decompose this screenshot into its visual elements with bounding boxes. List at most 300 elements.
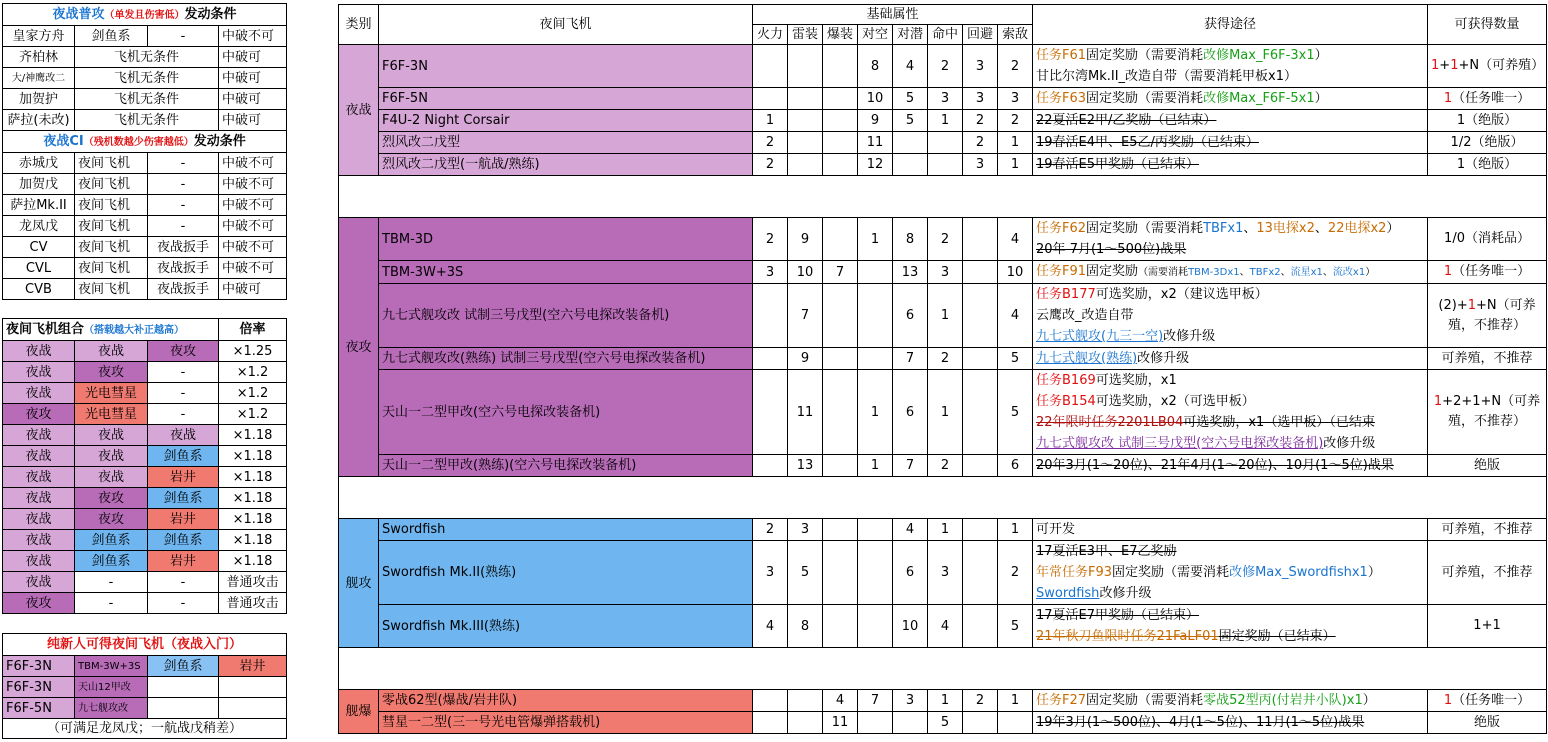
- stat-value: 2: [998, 45, 1033, 88]
- combo-cell: 夜战: [3, 509, 75, 530]
- combo-cell: 剑鱼系: [148, 488, 219, 509]
- source-cell: [1033, 541, 1428, 605]
- stat-value: [823, 110, 858, 132]
- stat-value: [858, 261, 893, 284]
- stat-value: [823, 455, 858, 477]
- quantity-cell: 绝版: [1428, 455, 1547, 477]
- stat-value: 3: [753, 541, 788, 605]
- stat-value: 8: [858, 45, 893, 88]
- stat-value: [753, 690, 788, 712]
- combo-cell: -: [75, 572, 148, 593]
- stat-value: 2: [753, 218, 788, 261]
- combo-multiplier: ×1.2: [219, 362, 287, 383]
- stat-value: [823, 348, 858, 370]
- stat-value: [753, 455, 788, 477]
- stat-value: 4: [753, 605, 788, 648]
- group-spacer: [339, 477, 1547, 519]
- combo-cell: -: [148, 593, 219, 614]
- group-spacer: [339, 648, 1547, 690]
- aircraft-name: F6F-5N: [379, 88, 753, 110]
- combo-row: [3, 509, 287, 530]
- aircraft-name: F6F-3N: [379, 45, 753, 88]
- source-cell: [1033, 261, 1428, 284]
- ci-row: 加贺戊 夜间飞机 - 中破不可: [3, 174, 287, 195]
- combo-cell: 剑鱼系: [75, 530, 148, 551]
- stat-value: 9: [788, 348, 823, 370]
- night-attack-title: 夜战普攻（单发且伤害低）发动条件: [3, 4, 287, 26]
- source-cell: [1033, 110, 1428, 132]
- stat-value: [823, 88, 858, 110]
- stat-value: [823, 45, 858, 88]
- multiplier-header: 倍率: [219, 319, 287, 341]
- aircraft-name: Swordfish: [379, 519, 753, 541]
- combo-cell: 夜战: [3, 362, 75, 383]
- source-cell: [1033, 370, 1428, 455]
- source-header: 获得途径: [1033, 5, 1428, 45]
- combo-cell: 夜战: [3, 551, 75, 572]
- combo-cell: 夜战: [3, 425, 75, 446]
- stat-value: [823, 370, 858, 455]
- stat-value: [858, 605, 893, 648]
- quantity-cell: 1/2（绝版）: [1428, 132, 1547, 154]
- aircraft-name: 天山一二型甲改(熟练)(空六号电探改装备机): [379, 455, 753, 477]
- stat-value: 6: [893, 284, 928, 348]
- stat-value: 1: [998, 690, 1033, 712]
- stat-value: 2: [753, 519, 788, 541]
- aircraft-row: [339, 218, 1547, 261]
- combo-row: [3, 467, 287, 488]
- stat-value: [963, 541, 998, 605]
- quantity-cell: (2)+1+N（可养殖，不推荐）: [1428, 284, 1547, 348]
- combo-cell: 夜攻: [148, 341, 219, 362]
- aircraft-row: [339, 712, 1547, 734]
- stat-value: 2: [928, 45, 963, 88]
- source-line: 九七式舰攻(熟练)改修升级: [1036, 351, 1190, 366]
- stat-value: 11: [788, 370, 823, 455]
- stat-header: 索敌: [998, 25, 1033, 45]
- combo-cell: 夜战: [75, 467, 148, 488]
- aircraft-row: [339, 348, 1547, 370]
- aircraft-row: [339, 541, 1547, 605]
- combo-row: [3, 530, 287, 551]
- stat-value: [823, 284, 858, 348]
- aircraft-name: 九七式舰攻改 试制三号戊型(空六号电探改装备机): [379, 284, 753, 348]
- stat-value: [788, 110, 823, 132]
- aircraft-row: [339, 519, 1547, 541]
- aircraft-name: Swordfish Mk.II(熟练): [379, 541, 753, 605]
- stat-value: 2: [753, 132, 788, 154]
- stat-value: 1: [998, 132, 1033, 154]
- source-line: 19春活E4甲、E5乙/丙奖励（已结束）: [1036, 135, 1259, 150]
- stat-value: 5: [928, 712, 963, 734]
- stat-value: 1: [858, 455, 893, 477]
- newbie-row: F6F-3N TBM-3W+3S 剑鱼系 岩井: [3, 656, 287, 677]
- source-line: 任务F62固定奖励（需要消耗TBFx1、13电探x2、22电探x2）: [1036, 221, 1400, 236]
- stat-value: 11: [858, 132, 893, 154]
- stat-value: [788, 132, 823, 154]
- quantity-cell: 1（任务唯一）: [1428, 690, 1547, 712]
- category-cell: 夜攻: [339, 218, 379, 477]
- combo-row: [3, 341, 287, 362]
- source-cell: [1033, 218, 1428, 261]
- stat-value: 13: [788, 455, 823, 477]
- stat-value: 5: [998, 605, 1033, 648]
- combo-multiplier: ×1.18: [219, 467, 287, 488]
- combo-multiplier: 普通攻击: [219, 572, 287, 593]
- category-cell: 夜战: [339, 45, 379, 176]
- stats-header: 基础属性: [753, 5, 1033, 25]
- stat-value: [858, 519, 893, 541]
- source-cell: [1033, 519, 1428, 541]
- combo-cell: 岩井: [148, 551, 219, 572]
- spacer-cell: [339, 477, 1547, 519]
- source-cell: [1033, 690, 1428, 712]
- stat-value: 2: [963, 132, 998, 154]
- source-line: 甘比尔湾Mk.II_改造自带（需要消耗甲板x1）: [1036, 69, 1298, 84]
- aircraft-row: [339, 45, 1547, 88]
- stat-value: [753, 284, 788, 348]
- stat-header: 雷装: [788, 25, 823, 45]
- combo-row: [3, 383, 287, 404]
- attack-row: 齐柏林 飞机无条件 中破可: [3, 47, 287, 68]
- combo-cell: -: [75, 593, 148, 614]
- stat-value: [823, 605, 858, 648]
- quantity-cell: 1/0（消耗品）: [1428, 218, 1547, 261]
- stat-value: [963, 218, 998, 261]
- stat-value: [963, 605, 998, 648]
- spacer-cell: [339, 648, 1547, 690]
- combo-multiplier: ×1.18: [219, 509, 287, 530]
- stat-value: [788, 154, 823, 176]
- stat-value: [963, 519, 998, 541]
- aircraft-row: [339, 132, 1547, 154]
- stat-value: [753, 348, 788, 370]
- stat-value: 4: [998, 284, 1033, 348]
- activation-table: [2, 3, 287, 300]
- stat-value: [823, 519, 858, 541]
- stat-value: [893, 154, 928, 176]
- quantity-cell: 1（绝版）: [1428, 154, 1547, 176]
- combo-row: [3, 593, 287, 614]
- combo-cell: 剑鱼系: [148, 530, 219, 551]
- attack-row: 皇家方舟 剑鱼系 - 中破不可: [3, 26, 287, 47]
- source-line: 九七式舰攻(九三一空)改修升级: [1036, 329, 1216, 344]
- source-cell: [1033, 88, 1428, 110]
- combo-cell: 夜攻: [3, 404, 75, 425]
- stat-value: [893, 712, 928, 734]
- combo-cell: 夜攻: [3, 593, 75, 614]
- stat-value: 3: [963, 154, 998, 176]
- quantity-cell: 1（任务唯一）: [1428, 88, 1547, 110]
- quantity-cell: 绝版: [1428, 712, 1547, 734]
- attack-row: 大/神鹰改二 飞机无条件 中破可: [3, 68, 287, 89]
- stat-value: 4: [893, 45, 928, 88]
- source-line: 任务B154可选奖励，x2（可选甲板）: [1036, 394, 1255, 409]
- stat-value: 1: [928, 370, 963, 455]
- stat-value: [858, 712, 893, 734]
- stat-value: 1: [858, 370, 893, 455]
- source-line: 22夏活E2甲/乙奖励（已结束）: [1036, 113, 1217, 128]
- combo-multiplier: ×1.18: [219, 425, 287, 446]
- combo-cell: 夜战: [3, 530, 75, 551]
- ci-row: CVB 夜间飞机 夜战扳手 中破可: [3, 279, 287, 300]
- stat-value: 13: [893, 261, 928, 284]
- combo-title: 夜间飞机组合（搭载越大补正越高）: [3, 319, 219, 341]
- combo-multiplier: ×1.18: [219, 551, 287, 572]
- stat-value: [963, 261, 998, 284]
- ci-row: CV 夜间飞机 夜战扳手 中破不可: [3, 237, 287, 258]
- source-cell: [1033, 284, 1428, 348]
- attack-row: 萨拉(未改) 飞机无条件 中破可: [3, 110, 287, 131]
- stat-value: 11: [823, 712, 858, 734]
- source-cell: [1033, 132, 1428, 154]
- source-cell: [1033, 154, 1428, 176]
- source-line: 任务F91固定奖励（需要消耗TBM-3Dx1、TBFx2、流星x1、流改x1）: [1036, 264, 1376, 279]
- group-spacer: [339, 176, 1547, 218]
- aircraft-row: [339, 284, 1547, 348]
- combo-cell: 夜战: [148, 425, 219, 446]
- stat-value: [928, 132, 963, 154]
- combo-cell: 夜攻: [75, 488, 148, 509]
- stat-value: 3: [928, 88, 963, 110]
- quantity-cell: 1+1+N（可养殖）: [1428, 45, 1547, 88]
- stat-value: 7: [858, 690, 893, 712]
- aircraft-name: 九七式舰攻改(熟练) 试制三号戊型(空六号电探改装备机): [379, 348, 753, 370]
- combo-multiplier: ×1.2: [219, 404, 287, 425]
- stat-value: 1: [928, 110, 963, 132]
- stat-value: 7: [823, 261, 858, 284]
- stat-value: [963, 370, 998, 455]
- stat-value: [788, 712, 823, 734]
- aircraft-header: 夜间飞机: [379, 5, 753, 45]
- stat-value: 8: [788, 605, 823, 648]
- quantity-cell: 可养殖，不推荐: [1428, 541, 1547, 605]
- source-line: 20年 7月(1～500位)战果: [1036, 242, 1187, 257]
- stat-value: 4: [893, 519, 928, 541]
- combo-multiplier: ×1.2: [219, 383, 287, 404]
- stat-value: 3: [928, 261, 963, 284]
- ci-row: 龙凤戊 夜间飞机 - 中破不可: [3, 216, 287, 237]
- category-cell: 舰攻: [339, 519, 379, 648]
- stat-value: 6: [893, 541, 928, 605]
- stat-value: 7: [893, 455, 928, 477]
- aircraft-name: F4U-2 Night Corsair: [379, 110, 753, 132]
- stat-value: [788, 45, 823, 88]
- aircraft-row: [339, 110, 1547, 132]
- stat-value: 4: [823, 690, 858, 712]
- stat-value: 6: [998, 455, 1033, 477]
- combo-cell: 光电彗星: [75, 404, 148, 425]
- source-line: 21年秋刀鱼限时任务21FaLF01固定奖励（已结束）: [1036, 629, 1336, 644]
- quantity-header: 可获得数量: [1428, 5, 1547, 45]
- stat-value: 2: [998, 110, 1033, 132]
- stat-value: 4: [928, 605, 963, 648]
- combo-cell: 夜战: [75, 446, 148, 467]
- stat-value: [858, 541, 893, 605]
- aircraft-name: 烈风改二戊型(一航战/熟练): [379, 154, 753, 176]
- combo-cell: 夜攻: [75, 362, 148, 383]
- stat-value: 5: [998, 348, 1033, 370]
- combo-cell: -: [148, 383, 219, 404]
- stat-value: 2: [963, 690, 998, 712]
- stat-value: 6: [893, 370, 928, 455]
- stat-value: 2: [928, 348, 963, 370]
- source-line: 任务F27固定奖励（需要消耗零战52型丙(付岩井小队)x1）: [1036, 693, 1376, 708]
- stat-value: 9: [858, 110, 893, 132]
- aircraft-row: [339, 261, 1547, 284]
- stat-value: 4: [998, 218, 1033, 261]
- stat-value: [823, 218, 858, 261]
- combo-multiplier: ×1.18: [219, 446, 287, 467]
- stat-value: 10: [788, 261, 823, 284]
- stat-value: 8: [893, 218, 928, 261]
- night-aircraft-table: [338, 4, 1547, 734]
- quantity-cell: 1（任务唯一）: [1428, 261, 1547, 284]
- stat-value: [823, 132, 858, 154]
- stat-value: [753, 88, 788, 110]
- combo-cell: 夜战: [3, 446, 75, 467]
- stat-value: [858, 348, 893, 370]
- combo-cell: 岩井: [148, 467, 219, 488]
- combo-cell: 夜战: [3, 467, 75, 488]
- source-line: 任务F61固定奖励（需要消耗改修Max_F6F-3x1）: [1036, 48, 1328, 63]
- combo-row: [3, 572, 287, 593]
- source-line: 任务F63固定奖励（需要消耗改修Max_F6F-5x1）: [1036, 91, 1328, 106]
- stat-value: 12: [858, 154, 893, 176]
- quantity-cell: 可养殖，不推荐: [1428, 519, 1547, 541]
- stat-value: 2: [998, 541, 1033, 605]
- combo-multiplier: ×1.25: [219, 341, 287, 362]
- stat-value: 3: [893, 690, 928, 712]
- night-ci-title: 夜战CI（残机数越少伤害越低）发动条件: [3, 131, 287, 153]
- source-line: 年常任务F93固定奖励（需要消耗改修Max_Swordfishx1）: [1036, 565, 1381, 580]
- combo-cell: 岩井: [148, 509, 219, 530]
- combo-multiplier: 普通攻击: [219, 593, 287, 614]
- combo-cell: 夜战: [75, 341, 148, 362]
- newbie-table: [2, 633, 287, 739]
- source-line: 20年3月(1～20位)、21年4月(1～20位)、10月(1～5位)战果: [1036, 458, 1394, 473]
- source-line: 17夏活E3甲、E7乙奖励: [1036, 544, 1177, 559]
- combo-row: [3, 551, 287, 572]
- source-cell: [1033, 45, 1428, 88]
- stat-value: 3: [788, 519, 823, 541]
- stat-value: 7: [788, 284, 823, 348]
- stat-header: 回避: [963, 25, 998, 45]
- combo-cell: 夜攻: [75, 509, 148, 530]
- stat-header: 命中: [928, 25, 963, 45]
- stat-header: 对潜: [893, 25, 928, 45]
- stat-value: 3: [998, 88, 1033, 110]
- aircraft-row: [339, 370, 1547, 455]
- combo-cell: 夜战: [3, 383, 75, 404]
- quantity-cell: 1+2+1+N（可养殖，不推荐）: [1428, 370, 1547, 455]
- stat-header: 对空: [858, 25, 893, 45]
- stat-value: 1: [928, 519, 963, 541]
- source-line: 可开发: [1036, 522, 1076, 537]
- combo-cell: 夜战: [3, 341, 75, 362]
- source-cell: [1033, 605, 1428, 648]
- source-line: 九七式舰攻改 试制三号戊型(空六号电探改装备机)改修升级: [1036, 436, 1376, 451]
- stat-value: [963, 284, 998, 348]
- combo-table: [2, 318, 287, 614]
- stat-value: [963, 455, 998, 477]
- combo-cell: 夜战: [75, 425, 148, 446]
- stat-value: 3: [753, 261, 788, 284]
- attack-row: 加贺护 飞机无条件 中破可: [3, 89, 287, 110]
- stat-value: [823, 154, 858, 176]
- aircraft-name: 零战62型(爆战/岩井队): [379, 690, 753, 712]
- stat-value: [963, 348, 998, 370]
- source-line: 22年限时任务2201LB04可选奖励，x1（选甲板）（已结束: [1036, 415, 1375, 430]
- stat-value: 3: [963, 88, 998, 110]
- quantity-cell: 1（绝版）: [1428, 110, 1547, 132]
- stat-value: 2: [928, 455, 963, 477]
- source-line: Swordfish改修升级: [1036, 586, 1152, 601]
- aircraft-row: [339, 455, 1547, 477]
- stat-value: 5: [893, 88, 928, 110]
- ci-row: 赤城戊 夜间飞机 - 中破不可: [3, 153, 287, 174]
- aircraft-name: TBM-3W+3S: [379, 261, 753, 284]
- source-cell: [1033, 348, 1428, 370]
- combo-cell: 夜战: [3, 572, 75, 593]
- category-cell: 舰爆: [339, 690, 379, 734]
- aircraft-name: 天山一二型甲改(空六号电探改装备机): [379, 370, 753, 455]
- aircraft-name: 彗星一二型(三一号光电管爆弹搭载机): [379, 712, 753, 734]
- aircraft-row: [339, 154, 1547, 176]
- stat-value: [788, 690, 823, 712]
- newbie-row: F6F-3N 天山12甲改: [3, 677, 287, 698]
- combo-cell: 光电彗星: [75, 383, 148, 404]
- stat-value: 9: [788, 218, 823, 261]
- combo-row: [3, 404, 287, 425]
- newbie-title: 纯新人可得夜间飞机（夜战入门）: [3, 634, 287, 656]
- source-line: 17夏活E7甲奖励（已结束）: [1036, 608, 1200, 623]
- stat-header: 爆装: [823, 25, 858, 45]
- stat-value: [928, 154, 963, 176]
- stat-value: [788, 88, 823, 110]
- stat-value: [753, 370, 788, 455]
- stat-value: [963, 712, 998, 734]
- stat-value: 2: [753, 154, 788, 176]
- stat-value: 5: [893, 110, 928, 132]
- stat-value: 5: [998, 370, 1033, 455]
- source-line: 任务B169可选奖励，x1: [1036, 373, 1177, 388]
- combo-row: [3, 446, 287, 467]
- combo-cell: 剑鱼系: [75, 551, 148, 572]
- combo-cell: 剑鱼系: [148, 446, 219, 467]
- stat-value: [823, 541, 858, 605]
- aircraft-row: [339, 88, 1547, 110]
- stat-value: 3: [928, 541, 963, 605]
- aircraft-name: TBM-3D: [379, 218, 753, 261]
- stat-value: 5: [788, 541, 823, 605]
- stat-value: 1: [858, 218, 893, 261]
- stat-header: 火力: [753, 25, 788, 45]
- source-cell: [1033, 712, 1428, 734]
- stat-value: 2: [963, 110, 998, 132]
- combo-multiplier: ×1.18: [219, 488, 287, 509]
- spacer-cell: [339, 176, 1547, 218]
- aircraft-name: Swordfish Mk.III(熟练): [379, 605, 753, 648]
- stat-value: [753, 45, 788, 88]
- stat-value: [858, 284, 893, 348]
- quantity-cell: 1+1: [1428, 605, 1547, 648]
- stat-value: 3: [963, 45, 998, 88]
- combo-cell: -: [148, 404, 219, 425]
- aircraft-row: [339, 690, 1547, 712]
- combo-row: [3, 488, 287, 509]
- source-line: 19年3月(1～500位)、4月(1～5位)、11月(1～5位)战果: [1036, 715, 1365, 730]
